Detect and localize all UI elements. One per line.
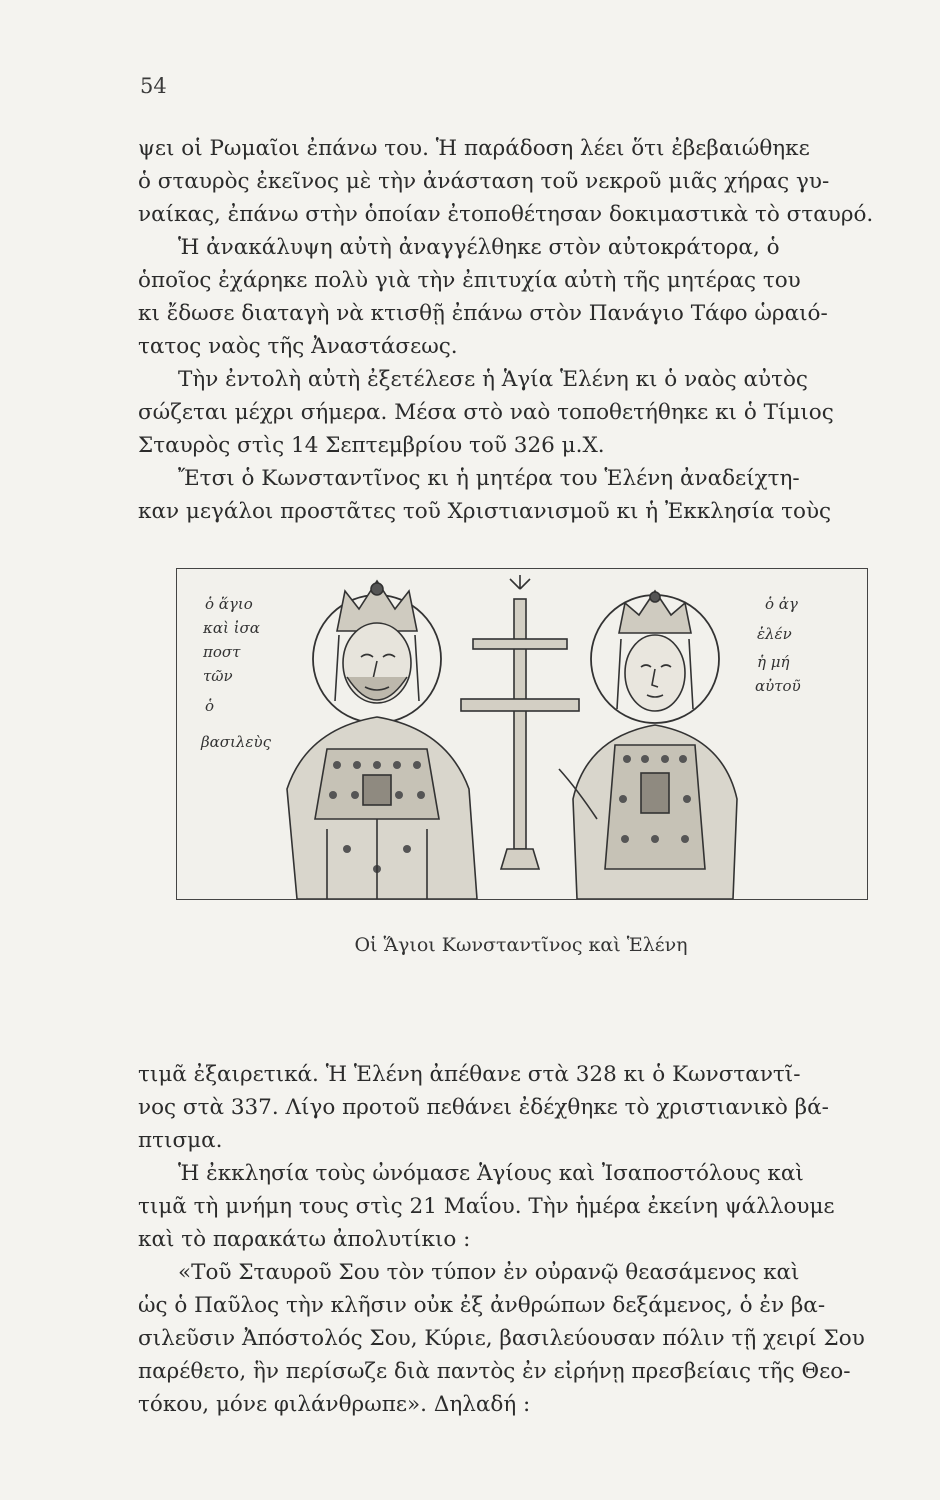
saints-drawing [177,569,867,899]
text-line: Σταυρὸς στὶς 14 Σεπτεμβρίου τοῦ 326 μ.Χ. [138,433,605,458]
text-line: Ἡ ἀνακάλυψη αὐτὴ ἀναγγέλθηκε στὸν αὐτοκράτορα, ὁ [178,235,780,260]
text-line: τιμᾶ ἐξαιρετικά. Ἡ Ἑλένη ἀπέθανε στὰ 328 κι ὁ Κωνσταντῖ- [138,1062,801,1087]
text-line: παρέθετο, ἣν περίσωζε διὰ παντὸς ἐν εἰρήνῃ πρεσβείαις τῆς Θεο- [138,1359,851,1384]
text-line: καὶ τὸ παρακάτω ἀπολυτίκιο : [138,1227,471,1252]
text-line: τατος ναὸς τῆς Ἀναστάσεως. [138,334,458,359]
inscription-right-line: ὁ ἀγ [765,595,798,613]
inscription-left-line: τῶν [203,667,233,685]
text-line: σώζεται μέχρι σήμερα. Μέσα στὸ ναὸ τοποθετήθηκε κι ὁ Τίμιος [138,400,834,425]
inscription-right-line: ἡ μή [757,653,790,671]
text-line: ὁποῖος ἐχάρηκε πολὺ γιὰ τὴν ἐπιτυχία αὐτὴ τῆς μητέρας του [138,268,801,293]
text-block-bottom [138,1058,908,1421]
inscription-right-line: ἑλέν [757,625,792,643]
text-line: καν μεγάλοι προστᾶτες τοῦ Χριστιανισμοῦ κι ἡ Ἐκκλησία τοὺς [138,499,832,524]
inscription-left-line: ὁ [205,697,215,715]
text-line: σιλεῦσιν Ἀπόστολός Σου, Κύριε, βασιλεύουσαν πόλιν τῇ χειρί Σου [138,1326,865,1351]
inscription-left-line: ὁ ἅγιο [205,595,253,613]
constantine-figure [287,581,477,899]
text-line: Ἔτσι ὁ Κωνσταντῖνος κι ἡ μητέρα του Ἑλένη ἀναδείχτη- [178,466,800,491]
text-line: ὡς ὁ Παῦλος τὴν κλῆσιν οὐκ ἐξ ἀνθρώπων δεξάμενος, ὁ ἐν βα- [138,1293,826,1318]
text-line: κι ἔδωσε διαταγὴ νὰ κτισθῇ ἐπάνω στὸν Πανάγιο Τάφο ὡραιό- [138,301,828,326]
text-line: πτισμα. [138,1128,223,1153]
text-line: τόκου, μόνε φιλάνθρωπε». Δηλαδή : [138,1392,531,1417]
text-line: ὁ σταυρὸς ἐκεῖνος μὲ τὴν ἀνάσταση τοῦ νεκροῦ μιᾶς χήρας γυ- [138,169,830,194]
cross-icon [461,575,579,869]
text-line: ψει οἱ Ρωμαῖοι ἐπάνω του. Ἡ παράδοση λέει ὅτι ἐβεβαιώθηκε [138,136,810,161]
figure-caption: Οἱ Ἅγιοι Κωνσταντῖνος καὶ Ἑλένη [354,934,688,956]
inscription-left-line: καὶ ἰσα [203,619,260,637]
inscription-right-line: αὐτοῦ [755,677,801,695]
inscription-left-line: ποστ [203,643,241,661]
text-line: νος στὰ 337. Λίγο προτοῦ πεθάνει ἐδέχθηκε τὸ χριστιανικὸ βά- [138,1095,829,1120]
inscription-left-line: βασιλεὺς [201,733,271,751]
text-line: «Τοῦ Σταυροῦ Σου τὸν τύπον ἐν οὐρανῷ θεασάμενος καὶ [178,1260,800,1285]
text-block-top [138,132,908,528]
page-number: 54 [140,74,167,98]
text-line: Τὴν ἐντολὴ αὐτὴ ἐξετέλεσε ἡ Ἁγία Ἑλένη κι ὁ ναὸς αὐτὸς [178,367,808,392]
icon-illustration [176,568,868,900]
text-line: ναίκας, ἐπάνω στὴν ὁποίαν ἐτοποθέτησαν δοκιμαστικὰ τὸ σταυρό. [138,202,874,227]
helen-figure [559,591,737,899]
text-line: τιμᾶ τὴ μνήμη τους στὶς 21 Μαΐου. Τὴν ἡμέρα ἐκείνη ψάλλουμε [138,1194,835,1219]
text-line: Ἡ ἐκκλησία τοὺς ὠνόμασε Ἁγίους καὶ Ἰσαποστόλους καὶ [178,1161,804,1186]
